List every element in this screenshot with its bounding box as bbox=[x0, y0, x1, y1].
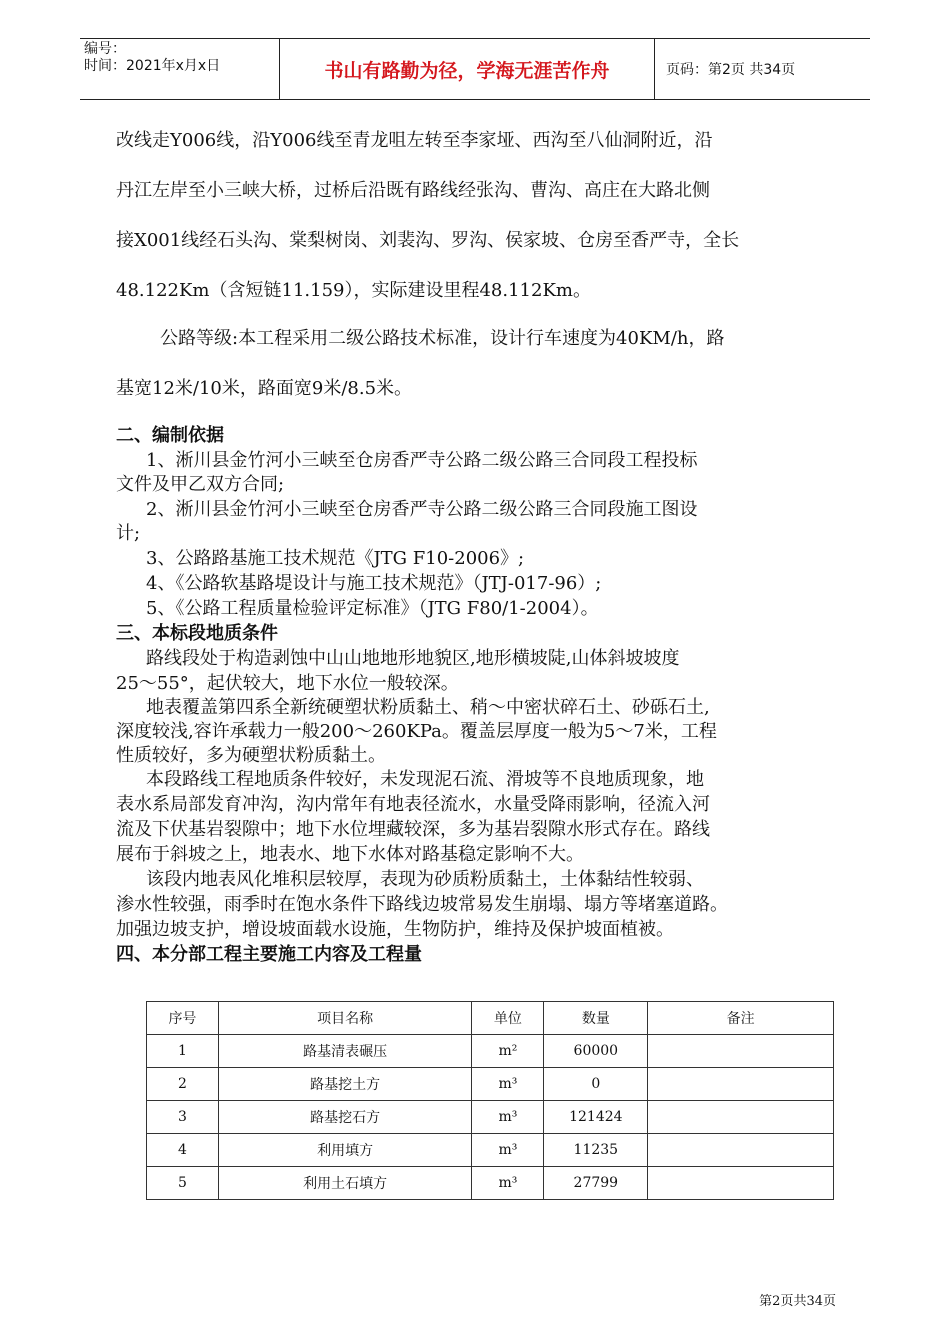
cell-unit: m² bbox=[472, 1035, 544, 1068]
cell-no: 1 bbox=[147, 1035, 219, 1068]
section-2-line: 5、《公路工程质量检验评定标准》（JTG F80/1-2004）。 bbox=[146, 598, 599, 619]
cell-remark bbox=[648, 1134, 834, 1167]
col-header-no: 序号 bbox=[147, 1002, 219, 1035]
table-row bbox=[147, 1101, 834, 1134]
intro-line-2: 丹江左岸至小三峡大桥，过桥后沿既有路线经张沟、曹沟、高庄在大路北侧 bbox=[116, 180, 710, 201]
table-row bbox=[147, 1134, 834, 1167]
cell-remark bbox=[648, 1035, 834, 1068]
cell-no: 2 bbox=[147, 1068, 219, 1101]
section-3-line: 流及下伏基岩裂隙中；地下水位埋藏较深，多为基岩裂隙水形式存在。路线 bbox=[116, 819, 710, 840]
cell-remark bbox=[648, 1068, 834, 1101]
cell-qty: 0 bbox=[544, 1068, 648, 1101]
intro-line-3: 接X001线经石头沟、棠梨树岗、刘裴沟、罗沟、侯家坡、仓房至香严寺，全长 bbox=[116, 230, 740, 251]
page-footer: 第2页共34页 bbox=[759, 1294, 836, 1309]
header-meta bbox=[80, 39, 280, 99]
cell-qty: 11235 bbox=[544, 1134, 648, 1167]
header-page-code: 页码：第2页 共34页 bbox=[666, 62, 796, 78]
cell-no: 3 bbox=[147, 1101, 219, 1134]
cell-item: 路基清表碾压 bbox=[218, 1035, 472, 1068]
section-2-line: 2、淅川县金竹河小三峡至仓房香严寺公路二级公路三合同段施工图设 bbox=[146, 499, 698, 520]
cell-unit: m³ bbox=[472, 1167, 544, 1200]
section-2-line: 3、公路路基施工技术规范《JTG F10-2006》; bbox=[146, 548, 525, 569]
section-2-line: 计; bbox=[116, 523, 141, 544]
header-motto: 书山有路勤为径，学海无涯苦作舟 bbox=[280, 39, 655, 99]
section-3-title: 三、本标段地质条件 bbox=[116, 623, 278, 644]
time-label: 时间：2021年x月x日 bbox=[84, 58, 221, 74]
section-3-line: 本段路线工程地质条件较好，未发现泥石流、滑坡等不良地质现象，地 bbox=[146, 769, 704, 790]
cell-remark bbox=[648, 1101, 834, 1134]
section-3-line: 性质较好，多为硬塑状粉质黏土。 bbox=[116, 745, 386, 766]
page-header bbox=[80, 38, 870, 100]
section-3-line: 路线段处于构造剥蚀中山山地地形地貌区,地形横坡陡,山体斜坡坡度 bbox=[146, 648, 680, 669]
col-header-qty: 数量 bbox=[544, 1002, 648, 1035]
quantity-table bbox=[146, 1001, 834, 1200]
cell-remark bbox=[648, 1167, 834, 1200]
section-2-line: 文件及甲乙双方合同; bbox=[116, 474, 285, 495]
section-3-line: 该段内地表风化堆积层较厚，表现为砂质粉质黏土，土体黏结性较弱、 bbox=[146, 869, 704, 890]
cell-unit: m³ bbox=[472, 1101, 544, 1134]
table-header-row bbox=[147, 1002, 834, 1035]
cell-unit: m³ bbox=[472, 1134, 544, 1167]
section-3-line: 地表覆盖第四系全新统硬塑状粉质黏土、稍～中密状碎石土、砂砾石土, bbox=[146, 697, 710, 718]
section-4-title: 四、本分部工程主要施工内容及工程量 bbox=[116, 944, 422, 965]
section-2-line: 4、《公路软基路堤设计与施工技术规范》（JTJ-017-96）; bbox=[146, 573, 602, 594]
cell-no: 4 bbox=[147, 1134, 219, 1167]
section-2-line: 1、淅川县金竹河小三峡至仓房香严寺公路二级公路三合同段工程投标 bbox=[146, 450, 698, 471]
col-header-remark: 备注 bbox=[648, 1002, 834, 1035]
section-3-line: 展布于斜坡之上，地表水、地下水体对路基稳定影响不大。 bbox=[116, 844, 584, 865]
cell-item: 路基挖石方 bbox=[218, 1101, 472, 1134]
cell-qty: 27799 bbox=[544, 1167, 648, 1200]
cell-item: 利用填方 bbox=[218, 1134, 472, 1167]
cell-qty: 121424 bbox=[544, 1101, 648, 1134]
section-3-line: 深度较浅,容许承载力一般200～260KPa。覆盖层厚度一般为5～7米，工程 bbox=[116, 721, 717, 742]
cell-qty: 60000 bbox=[544, 1035, 648, 1068]
table-row bbox=[147, 1068, 834, 1101]
intro-line-4: 48.122Km（含短链11.159），实际建设里程48.112Km。 bbox=[116, 280, 591, 301]
number-label: 编号： bbox=[84, 41, 126, 57]
intro-line-1: 改线走Y006线，沿Y006线至青龙咀左转至李家垭、西沟至八仙洞附近，沿 bbox=[116, 130, 713, 151]
col-header-unit: 单位 bbox=[472, 1002, 544, 1035]
section-3-line: 加强边坡支护，增设坡面载水设施，生物防护，维持及保护坡面植被。 bbox=[116, 919, 674, 940]
cell-item: 利用土石填方 bbox=[218, 1167, 472, 1200]
cell-unit: m³ bbox=[472, 1068, 544, 1101]
col-header-item: 项目名称 bbox=[218, 1002, 472, 1035]
cell-item: 路基挖土方 bbox=[218, 1068, 472, 1101]
section-3-line: 表水系局部发育冲沟，沟内常年有地表径流水，水量受降雨影响，径流入河 bbox=[116, 794, 710, 815]
section-3-line: 25～55°，起伏较大，地下水位一般较深。 bbox=[116, 673, 459, 694]
table-row bbox=[147, 1035, 834, 1068]
section-3-line: 渗水性较强，雨季时在饱水条件下路线边坡常易发生崩塌、塌方等堵塞道路。 bbox=[116, 894, 728, 915]
intro-line-6: 基宽12米/10米，路面宽9米/8.5米。 bbox=[116, 378, 413, 399]
table-row bbox=[147, 1167, 834, 1200]
intro-line-5: 公路等级:本工程采用二级公路技术标准，设计行车速度为40KM/h，路 bbox=[160, 328, 725, 349]
section-2-title: 二、编制依据 bbox=[116, 425, 224, 446]
cell-no: 5 bbox=[147, 1167, 219, 1200]
